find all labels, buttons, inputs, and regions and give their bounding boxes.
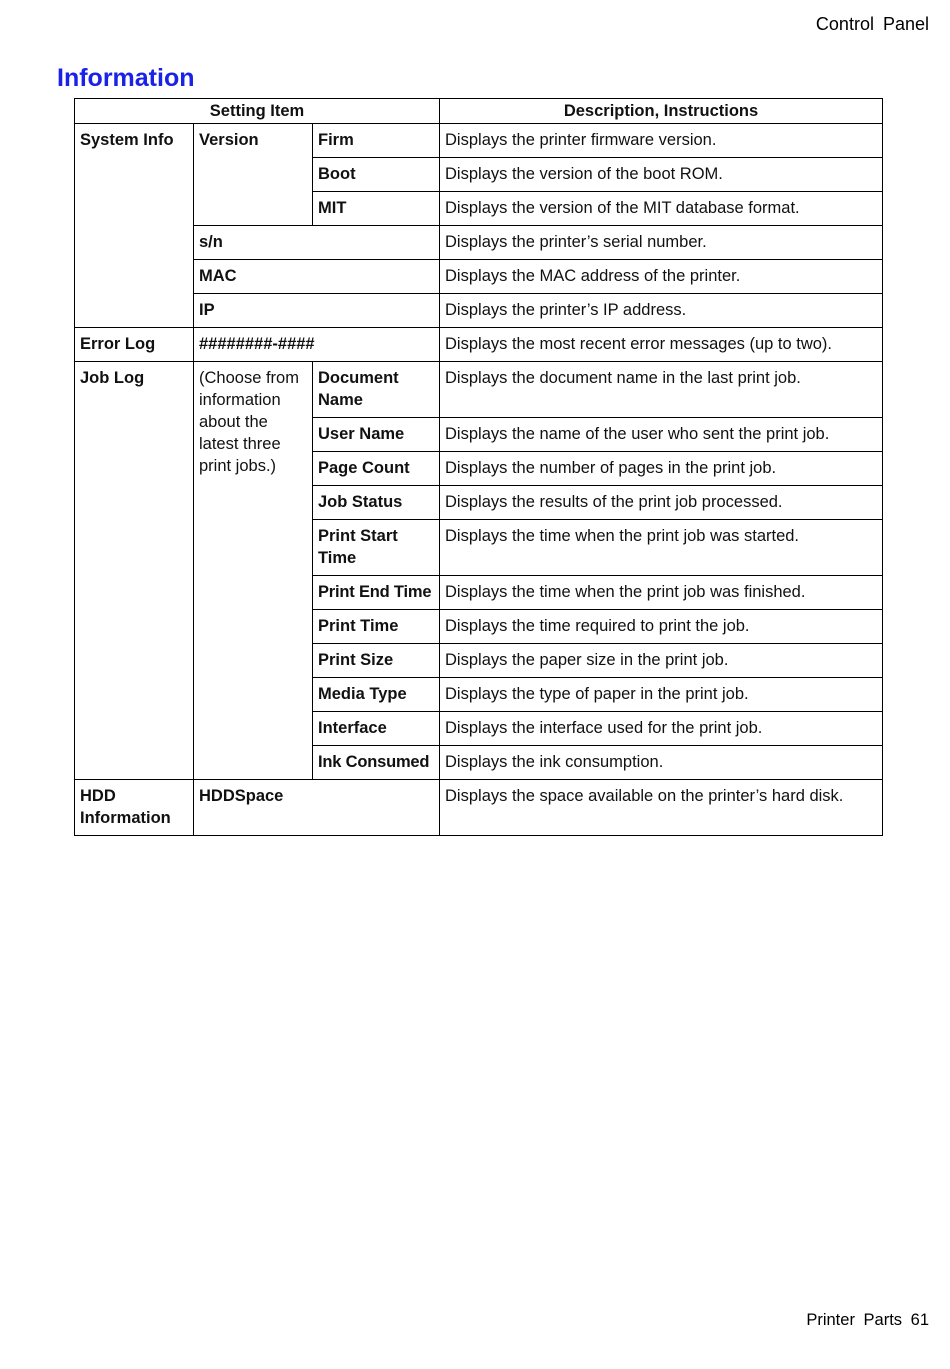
group-hdd-information: HDD Information: [75, 780, 194, 836]
setting-item: Boot: [313, 158, 440, 192]
setting-item: MIT: [313, 192, 440, 226]
setting-description: Displays the name of the user who sent the print job.: [440, 418, 883, 452]
setting-description: Displays the printer’s serial number.: [440, 226, 883, 260]
setting-item: s/n: [194, 226, 440, 260]
setting-description: Displays the MAC address of the printer.: [440, 260, 883, 294]
subgroup-version: Version: [194, 124, 313, 226]
table-row: [75, 124, 883, 158]
setting-item: User Name: [313, 418, 440, 452]
setting-description: Displays the type of paper in the print job.: [440, 678, 883, 712]
group-system-info: System Info: [75, 124, 194, 328]
table-header-row: [75, 99, 883, 124]
setting-description: Displays the time required to print the job.: [440, 610, 883, 644]
setting-description: Displays the paper size in the print job.: [440, 644, 883, 678]
setting-item: ########-####: [194, 328, 440, 362]
table-row: [75, 780, 883, 836]
column-header-description: Description, Instructions: [440, 99, 883, 124]
setting-item: IP: [194, 294, 440, 328]
section-title: Information: [57, 64, 195, 92]
job-log-note: (Choose from information about the latest three print jobs.): [194, 362, 313, 780]
setting-description: Displays the number of pages in the print job.: [440, 452, 883, 486]
setting-description: Displays the document name in the last print job.: [440, 362, 883, 418]
setting-description: Displays the results of the print job processed.: [440, 486, 883, 520]
setting-item: Job Status: [313, 486, 440, 520]
setting-item: Firm: [313, 124, 440, 158]
setting-item: Print Time: [313, 610, 440, 644]
group-job-log: Job Log: [75, 362, 194, 780]
page-number: 61: [910, 1311, 929, 1329]
running-header: Control Panel: [815, 14, 929, 34]
information-settings-table: [74, 98, 883, 836]
table-row: [75, 362, 883, 418]
table-row: [75, 226, 883, 260]
setting-item: Page Count: [313, 452, 440, 486]
page-footer: [806, 1311, 929, 1330]
table-row: [75, 328, 883, 362]
footer-section-name: Printer Parts: [806, 1311, 903, 1329]
setting-item: Interface: [313, 712, 440, 746]
setting-description: Displays the ink consumption.: [440, 746, 883, 780]
group-error-log: Error Log: [75, 328, 194, 362]
setting-item: Ink Consumed: [313, 746, 440, 780]
setting-description: Displays the most recent error messages (up to two).: [440, 328, 883, 362]
setting-description: Displays the version of the boot ROM.: [440, 158, 883, 192]
setting-item: Print Size: [313, 644, 440, 678]
setting-item: Media Type: [313, 678, 440, 712]
setting-item: Print End Time: [313, 576, 440, 610]
setting-description: Displays the interface used for the print job.: [440, 712, 883, 746]
table-row: [75, 294, 883, 328]
setting-item: Document Name: [313, 362, 440, 418]
setting-item: HDDSpace: [194, 780, 440, 836]
setting-description: Displays the printer firmware version.: [440, 124, 883, 158]
setting-item: Print Start Time: [313, 520, 440, 576]
table-row: [75, 260, 883, 294]
column-header-setting-item: Setting Item: [75, 99, 440, 124]
setting-description: Displays the time when the print job was started.: [440, 520, 883, 576]
setting-item: MAC: [194, 260, 440, 294]
setting-description: Displays the space available on the printer’s hard disk.: [440, 780, 883, 836]
setting-description: Displays the version of the MIT database format.: [440, 192, 883, 226]
setting-description: Displays the time when the print job was finished.: [440, 576, 883, 610]
setting-description: Displays the printer’s IP address.: [440, 294, 883, 328]
